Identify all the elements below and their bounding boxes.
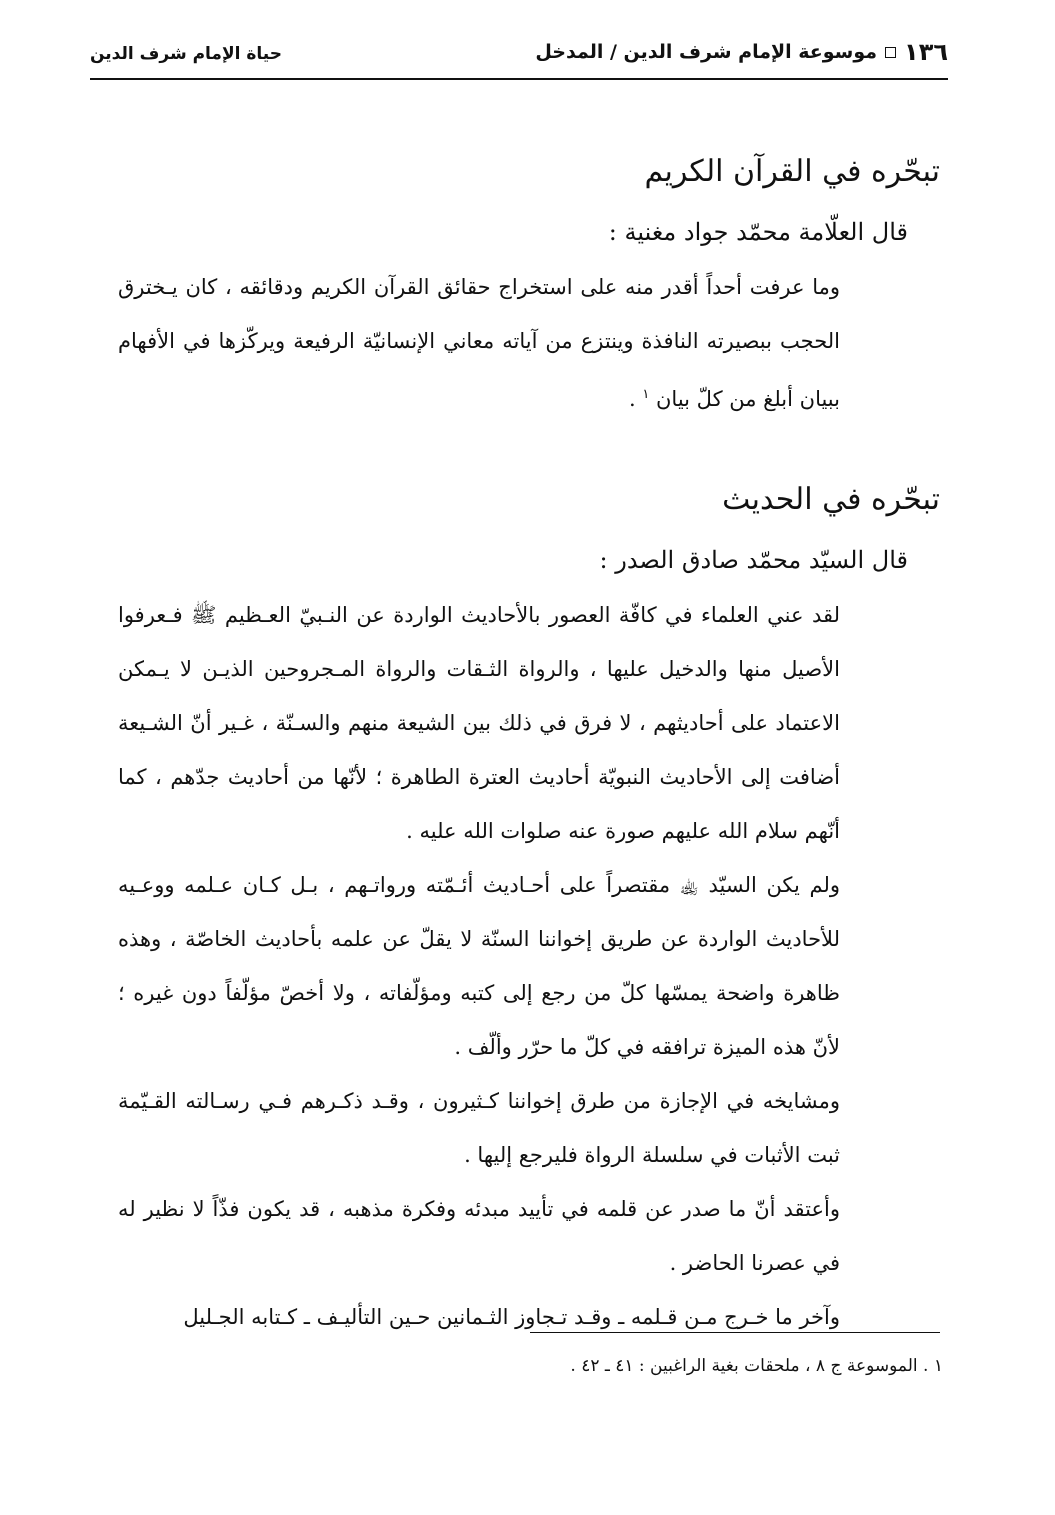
square-separator-icon bbox=[885, 47, 896, 58]
main-text bbox=[118, 150, 940, 1344]
quote-paragraph: ومشايخه في الإجازة من طرق إخواننا كـثيرون ، وقـد ذكـرهم فـي رسـالته القـيّمة ثبت الأثبات في سلسلة الرواة فليرجع إليها . bbox=[118, 1089, 840, 1167]
section-intro: قال السيّد محمّد صادق الصدر : bbox=[599, 546, 908, 574]
header-section-title: موسوعة الإمام شرف الدين / المدخل bbox=[535, 41, 878, 63]
section-title: تبحّره في الحديث bbox=[722, 482, 940, 517]
section-hadith bbox=[118, 478, 940, 1344]
quote-paragraph bbox=[118, 260, 840, 426]
footnote-marker: ١ bbox=[642, 387, 650, 402]
quote-paragraph: ولم يكن السيّد ﵀ مقتصراً على أحـاديث أئـمّته ورواتـهم ، بـل كـان عـلمه ووعـيه للأحاديث الواردة عن طريق إخواننا السنّة لا يقلّ عن علمه بأحاديث الخاصّة ، وهذه ظاهرة واضحة يمسّها كلّ من رجع إلى كتبه ومؤلّفاته ، ولا أخصّ مؤلّفاً دون غيره ؛ لأنّ هذه الميزة ترافقه في كلّ ما حرّر وألّف . bbox=[118, 873, 840, 1059]
running-header bbox=[90, 36, 948, 80]
section-intro: قال العلّامة محمّد جواد مغنية : bbox=[608, 218, 908, 246]
header-right-group bbox=[535, 38, 948, 66]
quote-paragraph: لقد عني العلماء في كافّة العصور بالأحاديث الواردة عن النـبيّ العـظيم ﷺ فـعرفوا الأصيل منها والدخيل عليها ، والرواة الثـقات والرواة المـجروحين الذيـن لا يـمكن الاعتماد على أحاديثهم ، لا فرق في ذلك بين الشيعة منهم والسـنّة ، غـير أنّ الشـيعة أضافت إلى الأحاديث النبويّة أحاديث العترة الطاهرة ؛ لأنّها من أحاديث جدّهم ، كما أنّهم سلام الله عليهم صورة عنه صلوات الله عليه . bbox=[118, 603, 840, 843]
section-title: تبحّره في القرآن الكريم bbox=[644, 154, 940, 189]
header-running-title: حياة الإمام شرف الدين bbox=[90, 44, 282, 64]
footnote: ١ . الموسوعة ج ٨ ، ملحقات بغية الراغبين : ٤١ ـ ٤٢ . bbox=[570, 1356, 943, 1376]
page-number: ١٣٦ bbox=[904, 38, 948, 66]
section-quran bbox=[118, 150, 940, 426]
quote-paragraph: وآخر ما خـرج مـن قـلمه ـ وقـد تـجاوز الثـمانين حـين التأليـف ـ كـتابه الجـليل bbox=[183, 1305, 840, 1329]
paragraph-text: وما عرفت أحداً أقدر منه على استخراج حقائق القرآن الكريم ودقائقه ، كان يـخترق الحجب ببصيرته النافذة وينتزع من آياته معاني الإنسانيّة الرفيعة ويركّزها في الأفهام ببيان أبلغ من كلّ بيان bbox=[118, 275, 840, 411]
paragraph-end-punct: . bbox=[628, 387, 643, 411]
footnote-divider bbox=[530, 1332, 940, 1333]
quote-paragraph: وأعتقد أنّ ما صدر عن قلمه في تأييد مبدئه وفكرة مذهبه ، قد يكون فذّاً لا نظير له في عصرنا الحاضر . bbox=[118, 1197, 840, 1275]
